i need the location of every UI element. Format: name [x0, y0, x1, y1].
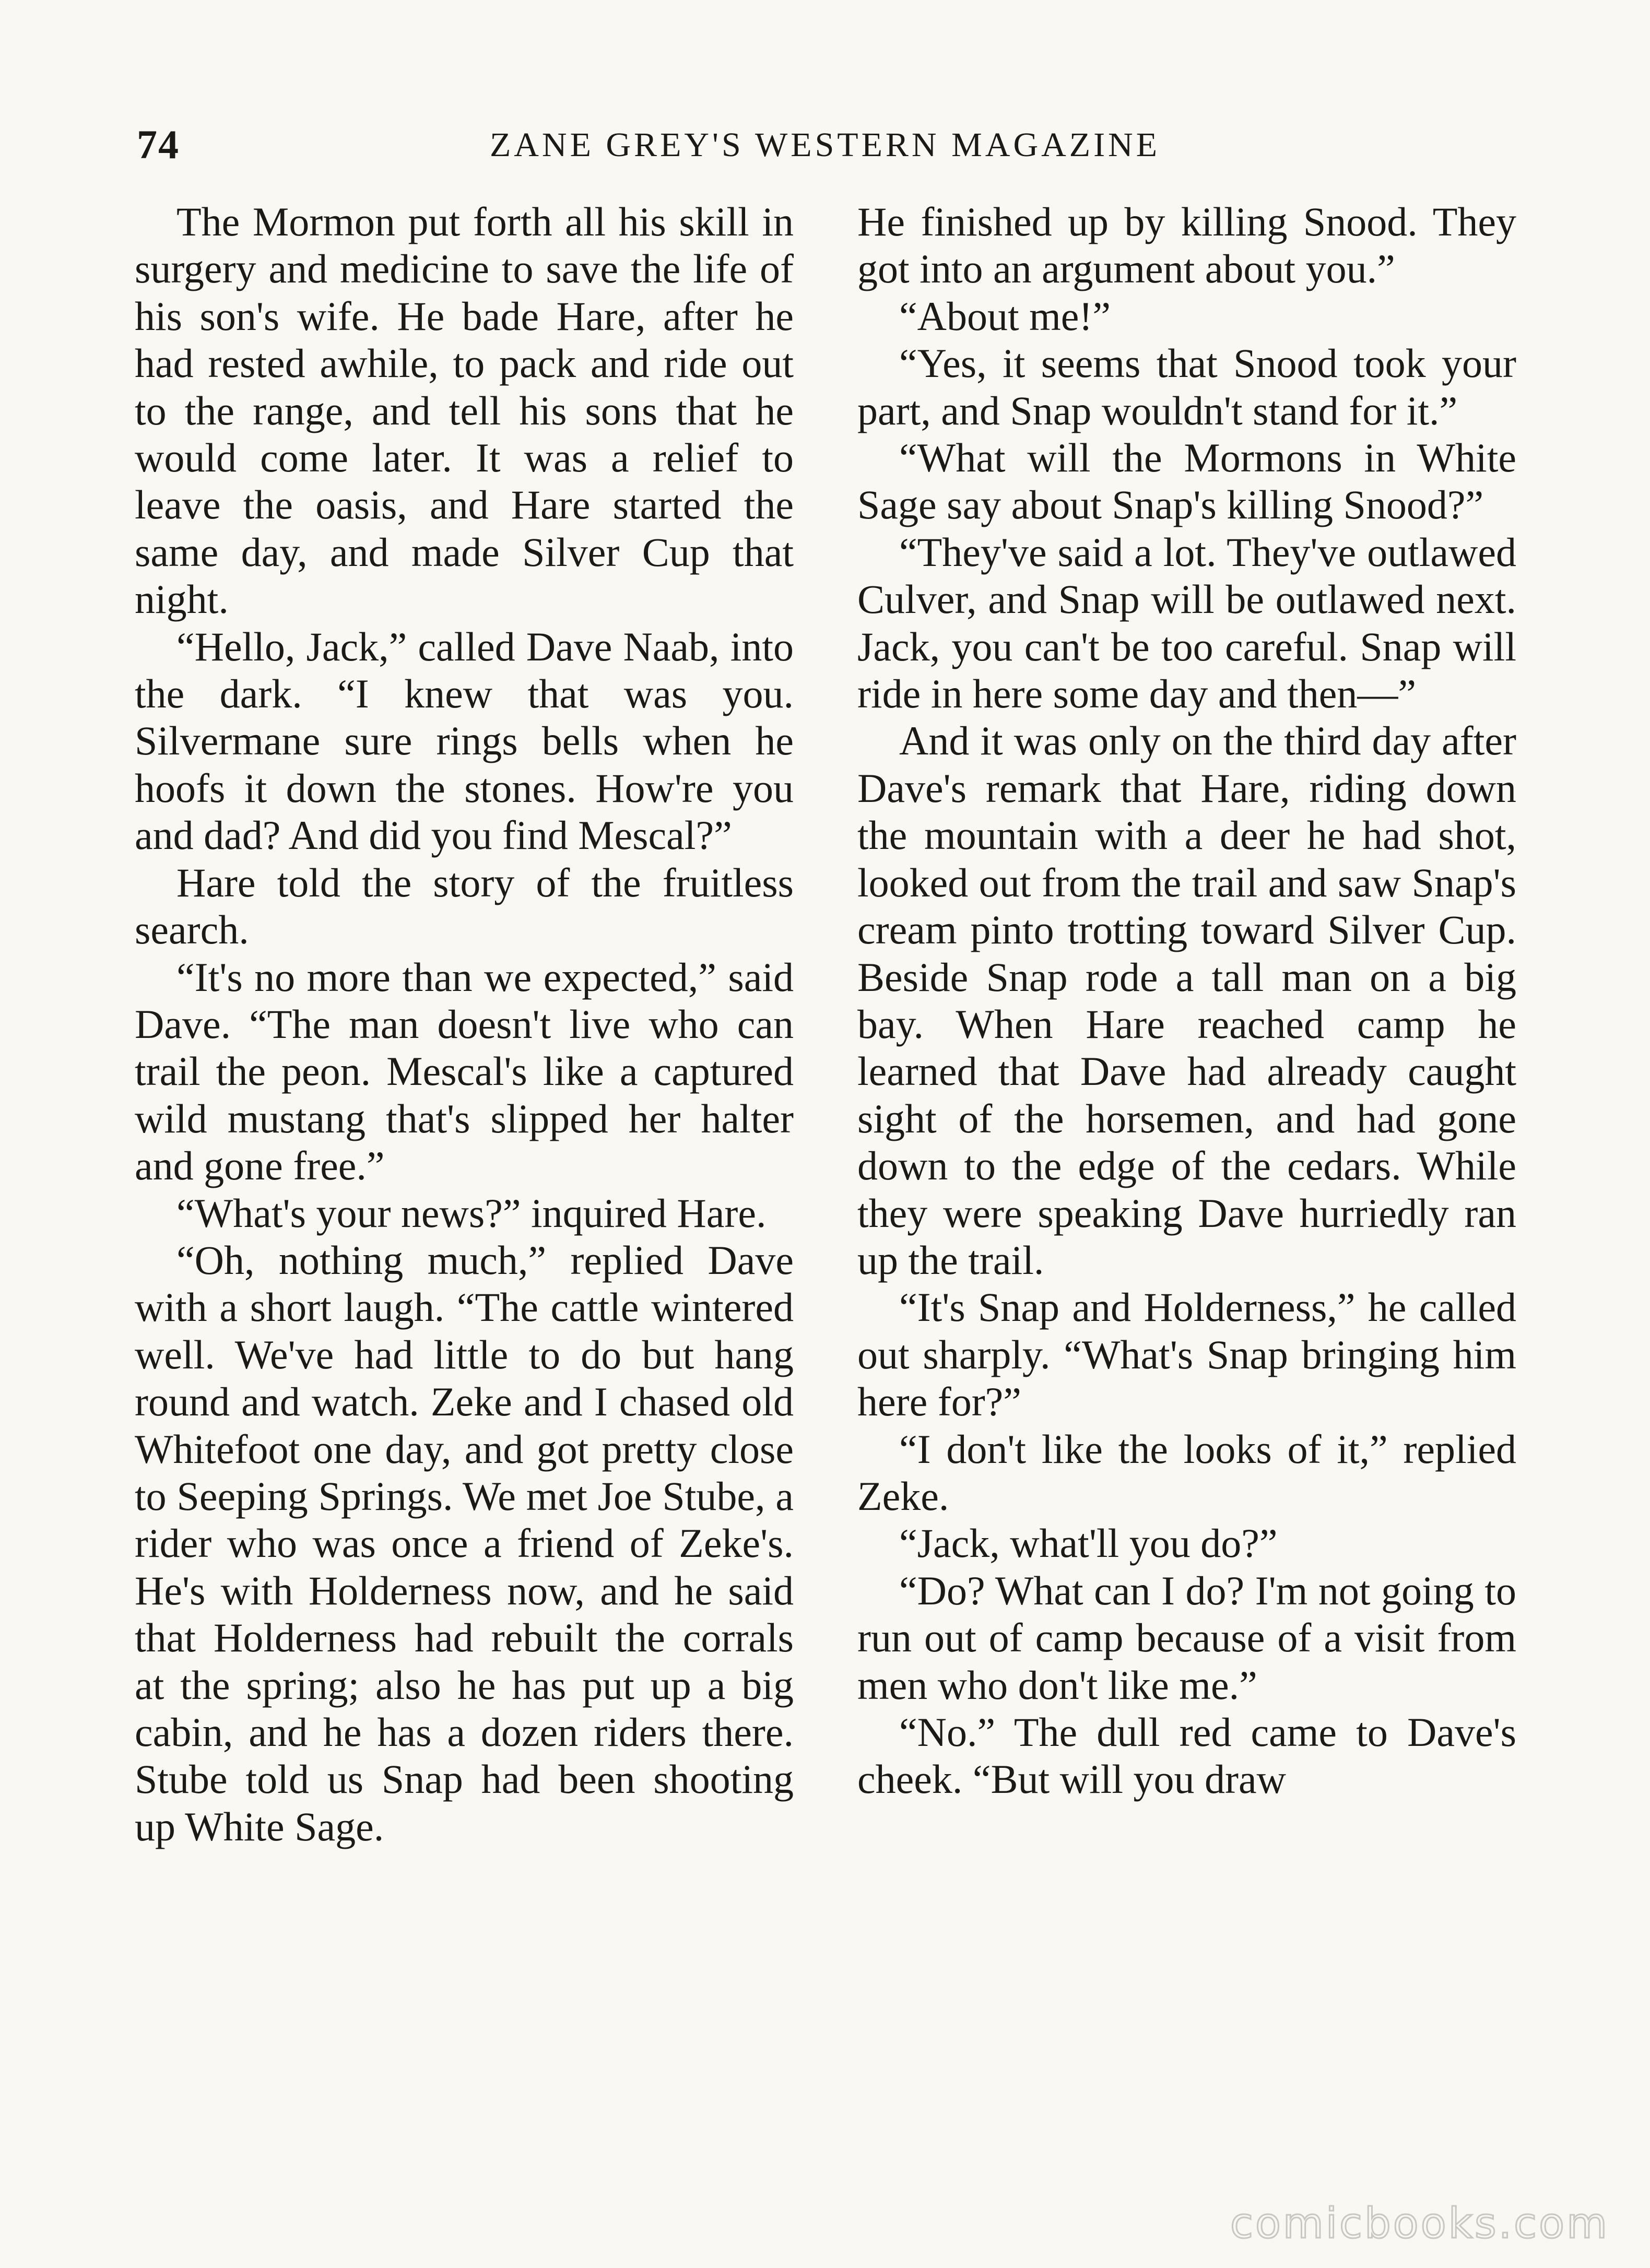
- right-column: [857, 198, 1516, 1803]
- paragraph: The Mormon put forth all his skill in surgery and medicine to save the life of his son's wife. He bade Hare, after he had rested awhile, to pack and ride out to the range, and tell his sons that he would come later. It was a relief to leave the oasis, and Hare started the same day, and made Silver Cup that night.: [135, 199, 794, 622]
- paragraph: “Jack, what'll you do?”: [899, 1520, 1278, 1566]
- paragraph: “Yes, it seems that Snood took your part, and Snap wouldn't stand for it.”: [857, 340, 1516, 433]
- paragraph: “Do? What can I do? I'm not going to run out of camp because of a visit from men who don't like me.”: [857, 1567, 1516, 1708]
- paragraph: “No.” The dull red came to Dave's cheek. “But will you draw: [857, 1709, 1516, 1802]
- paragraph: “It's no more than we expected,” said Dave. “The man doesn't live who can trail the peon. Mescal's like a captured wild mustang that's slipped her halter and gone free.”: [135, 954, 794, 1189]
- paragraph: Hare told the story of the fruitless search.: [135, 859, 794, 953]
- watermark: comicbooks.com: [1230, 2199, 1609, 2248]
- left-column: [135, 198, 794, 1850]
- paragraph: “What's your news?” inquired Hare.: [176, 1190, 767, 1236]
- paragraph: “Oh, nothing much,” replied Dave with a short laugh. “The cattle wintered well. We've had little to do but hang round and watch. Zeke and I chased old Whitefoot one day, and got pretty close to Seeping Springs. We met Joe Stube, a rider who was once a friend of Zeke's. He's with Holderness now, and he said that Holderness had rebuilt the corrals at the spring; also he has put up a big cabin, and he has a dozen riders there. Stube told us Snap had been shooting up White Sage.: [135, 1237, 794, 1849]
- page-number: 74: [137, 122, 180, 167]
- paragraph: “It's Snap and Holderness,” he called out sharply. “What's Snap bringing him here for?”: [857, 1284, 1516, 1425]
- paragraph: “About me!”: [899, 293, 1111, 339]
- paragraph: “They've said a lot. They've outlawed Culver, and Snap will be outlawed next. Jack, you can't be too careful. Snap will ride in here some day and then—”: [857, 529, 1516, 717]
- paragraph: “Hello, Jack,” called Dave Naab, into the dark. “I knew that was you. Silvermane sure rings bells when he hoofs it down the stones. How're you and dad? And did you find Mescal?”: [135, 623, 794, 858]
- paragraph-continued: He finished up by killing Snood. They got into an argument about you.”: [857, 199, 1516, 292]
- paragraph: “I don't like the looks of it,” replied Zeke.: [857, 1426, 1516, 1519]
- paragraph: “What will the Mormons in White Sage say about Snap's killing Snood?”: [857, 435, 1516, 528]
- paragraph: And it was only on the third day after Dave's remark that Hare, riding down the mountain with a deer he had shot, looked out from the trail and saw Snap's cream pinto trotting toward Silver Cup. Beside Snap rode a tall man on a big bay. When Hare reached camp he learned that Dave had already caught sight of the horsemen, and had gone down to the edge of the cedars. While they were speaking Dave hurriedly ran up the trail.: [857, 718, 1516, 1283]
- running-head: ZANE GREY'S WESTERN MAGAZINE: [489, 126, 1161, 164]
